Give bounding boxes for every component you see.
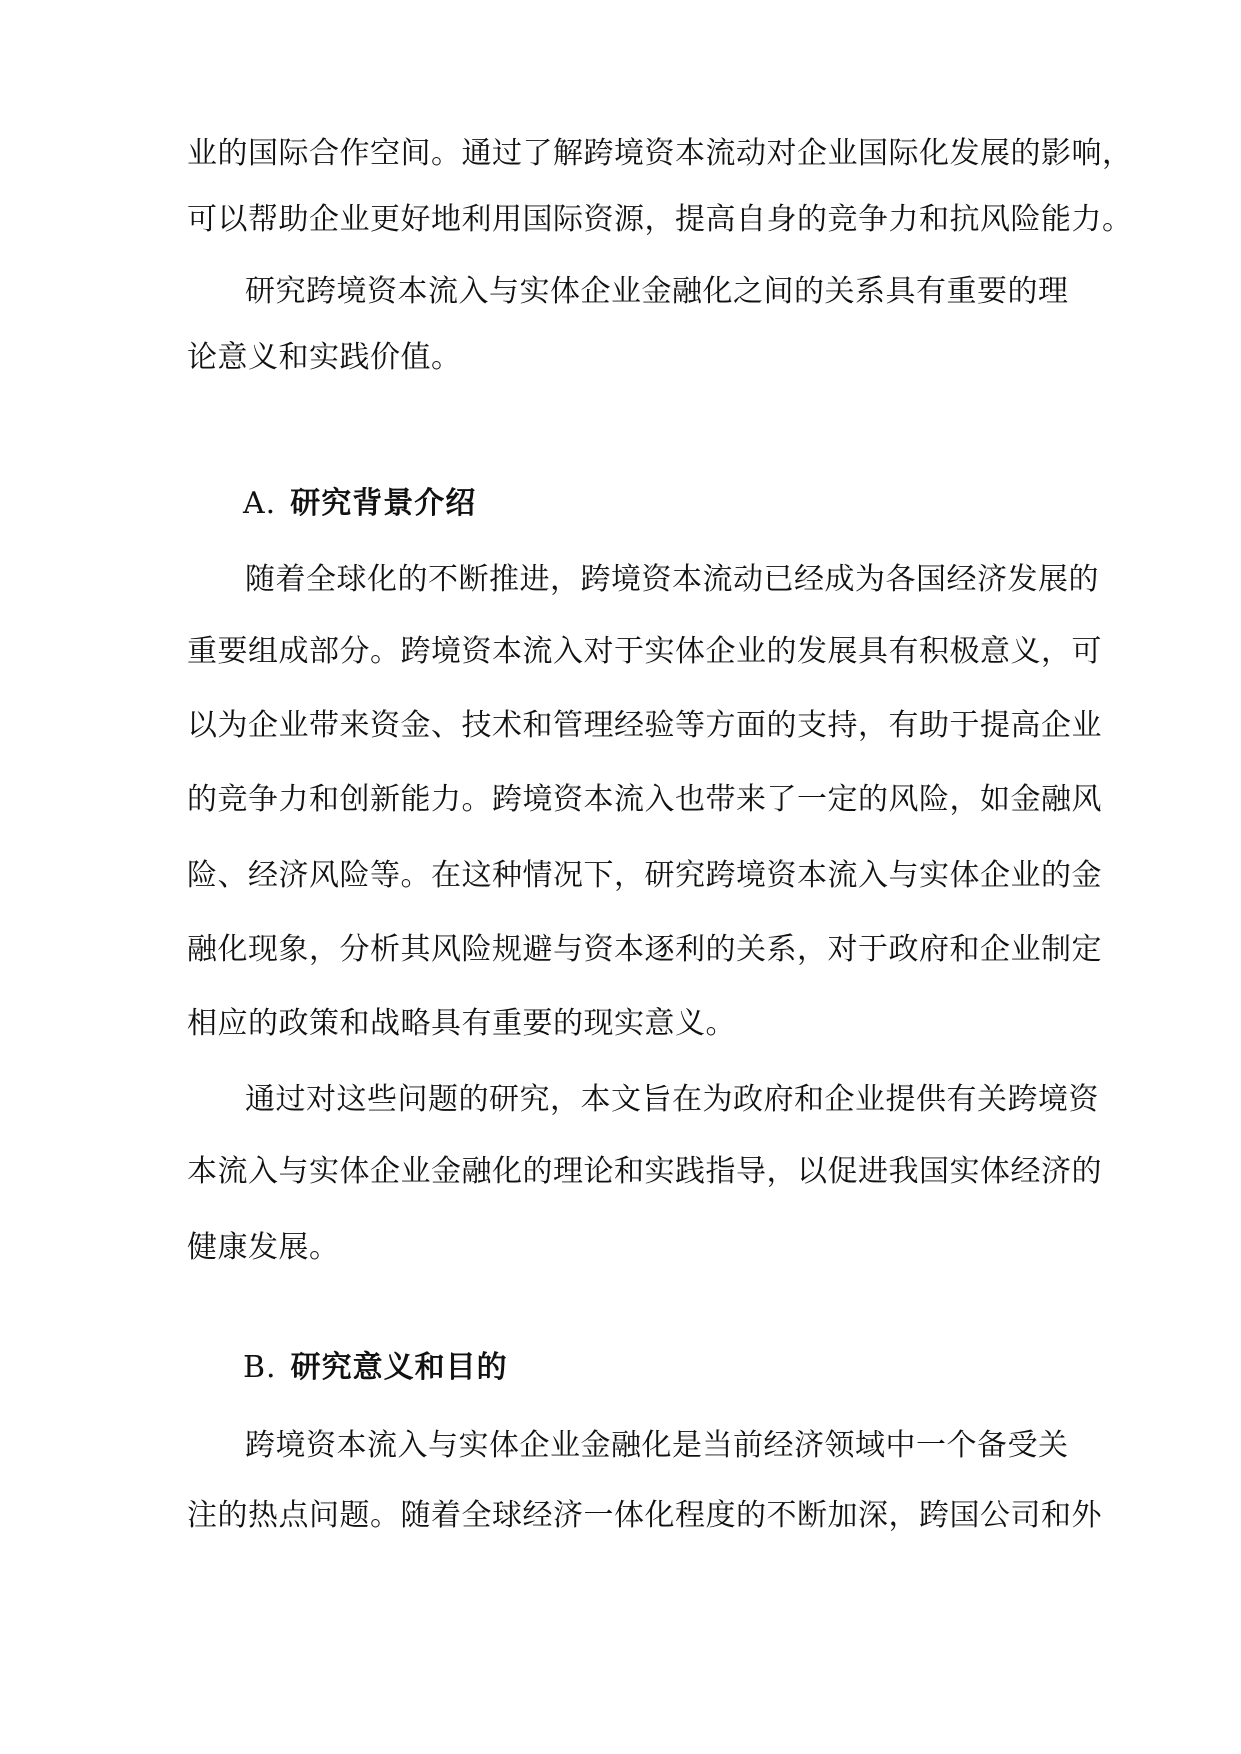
section-label: B. [243,1350,277,1385]
section-heading-a [243,484,476,524]
paragraph-line: 论意义和实践价值。 [187,340,462,375]
section-heading-b [243,1348,508,1388]
paragraph-line: 重要组成部分。跨境资本流入对于实体企业的发展具有积极意义，可 [187,634,1102,669]
section-title: 研究意义和目的 [290,1350,508,1385]
paragraph-line: 融化现象，分析其风险规避与资本逐利的关系，对于政府和企业制定 [187,932,1102,967]
paragraph-line: 业的国际合作空间。通过了解跨境资本流动对企业国际化发展的影响， [187,136,1133,171]
paragraph-line: 跨境资本流入与实体企业金融化是当前经济领域中一个备受关 [245,1428,1069,1463]
section-title: 研究背景介绍 [290,486,477,521]
paragraph-line: 相应的政策和战略具有重要的现实意义。 [187,1006,736,1041]
paragraph-line: 以为企业带来资金、技术和管理经验等方面的支持，有助于提高企业 [187,708,1102,743]
paragraph-line: 研究跨境资本流入与实体企业金融化之间的关系具有重要的理 [245,274,1069,309]
paragraph-line: 注的热点问题。随着全球经济一体化程度的不断加深，跨国公司和外 [187,1498,1102,1533]
paragraph-line: 通过对这些问题的研究，本文旨在为政府和企业提供有关跨境资 [245,1082,1099,1117]
paragraph-line: 本流入与实体企业金融化的理论和实践指导，以促进我国实体经济的 [187,1154,1102,1189]
paragraph-line: 健康发展。 [187,1230,340,1265]
paragraph-line: 险、经济风险等。在这种情况下，研究跨境资本流入与实体企业的金 [187,858,1102,893]
paragraph-line: 的竞争力和创新能力。跨境资本流入也带来了一定的风险，如金融风 [187,782,1102,817]
paragraph-line: 随着全球化的不断推进，跨境资本流动已经成为各国经济发展的 [245,562,1099,597]
section-label: A. [243,486,277,521]
paragraph-line: 可以帮助企业更好地利用国际资源，提高自身的竞争力和抗风险能力。 [187,202,1133,237]
